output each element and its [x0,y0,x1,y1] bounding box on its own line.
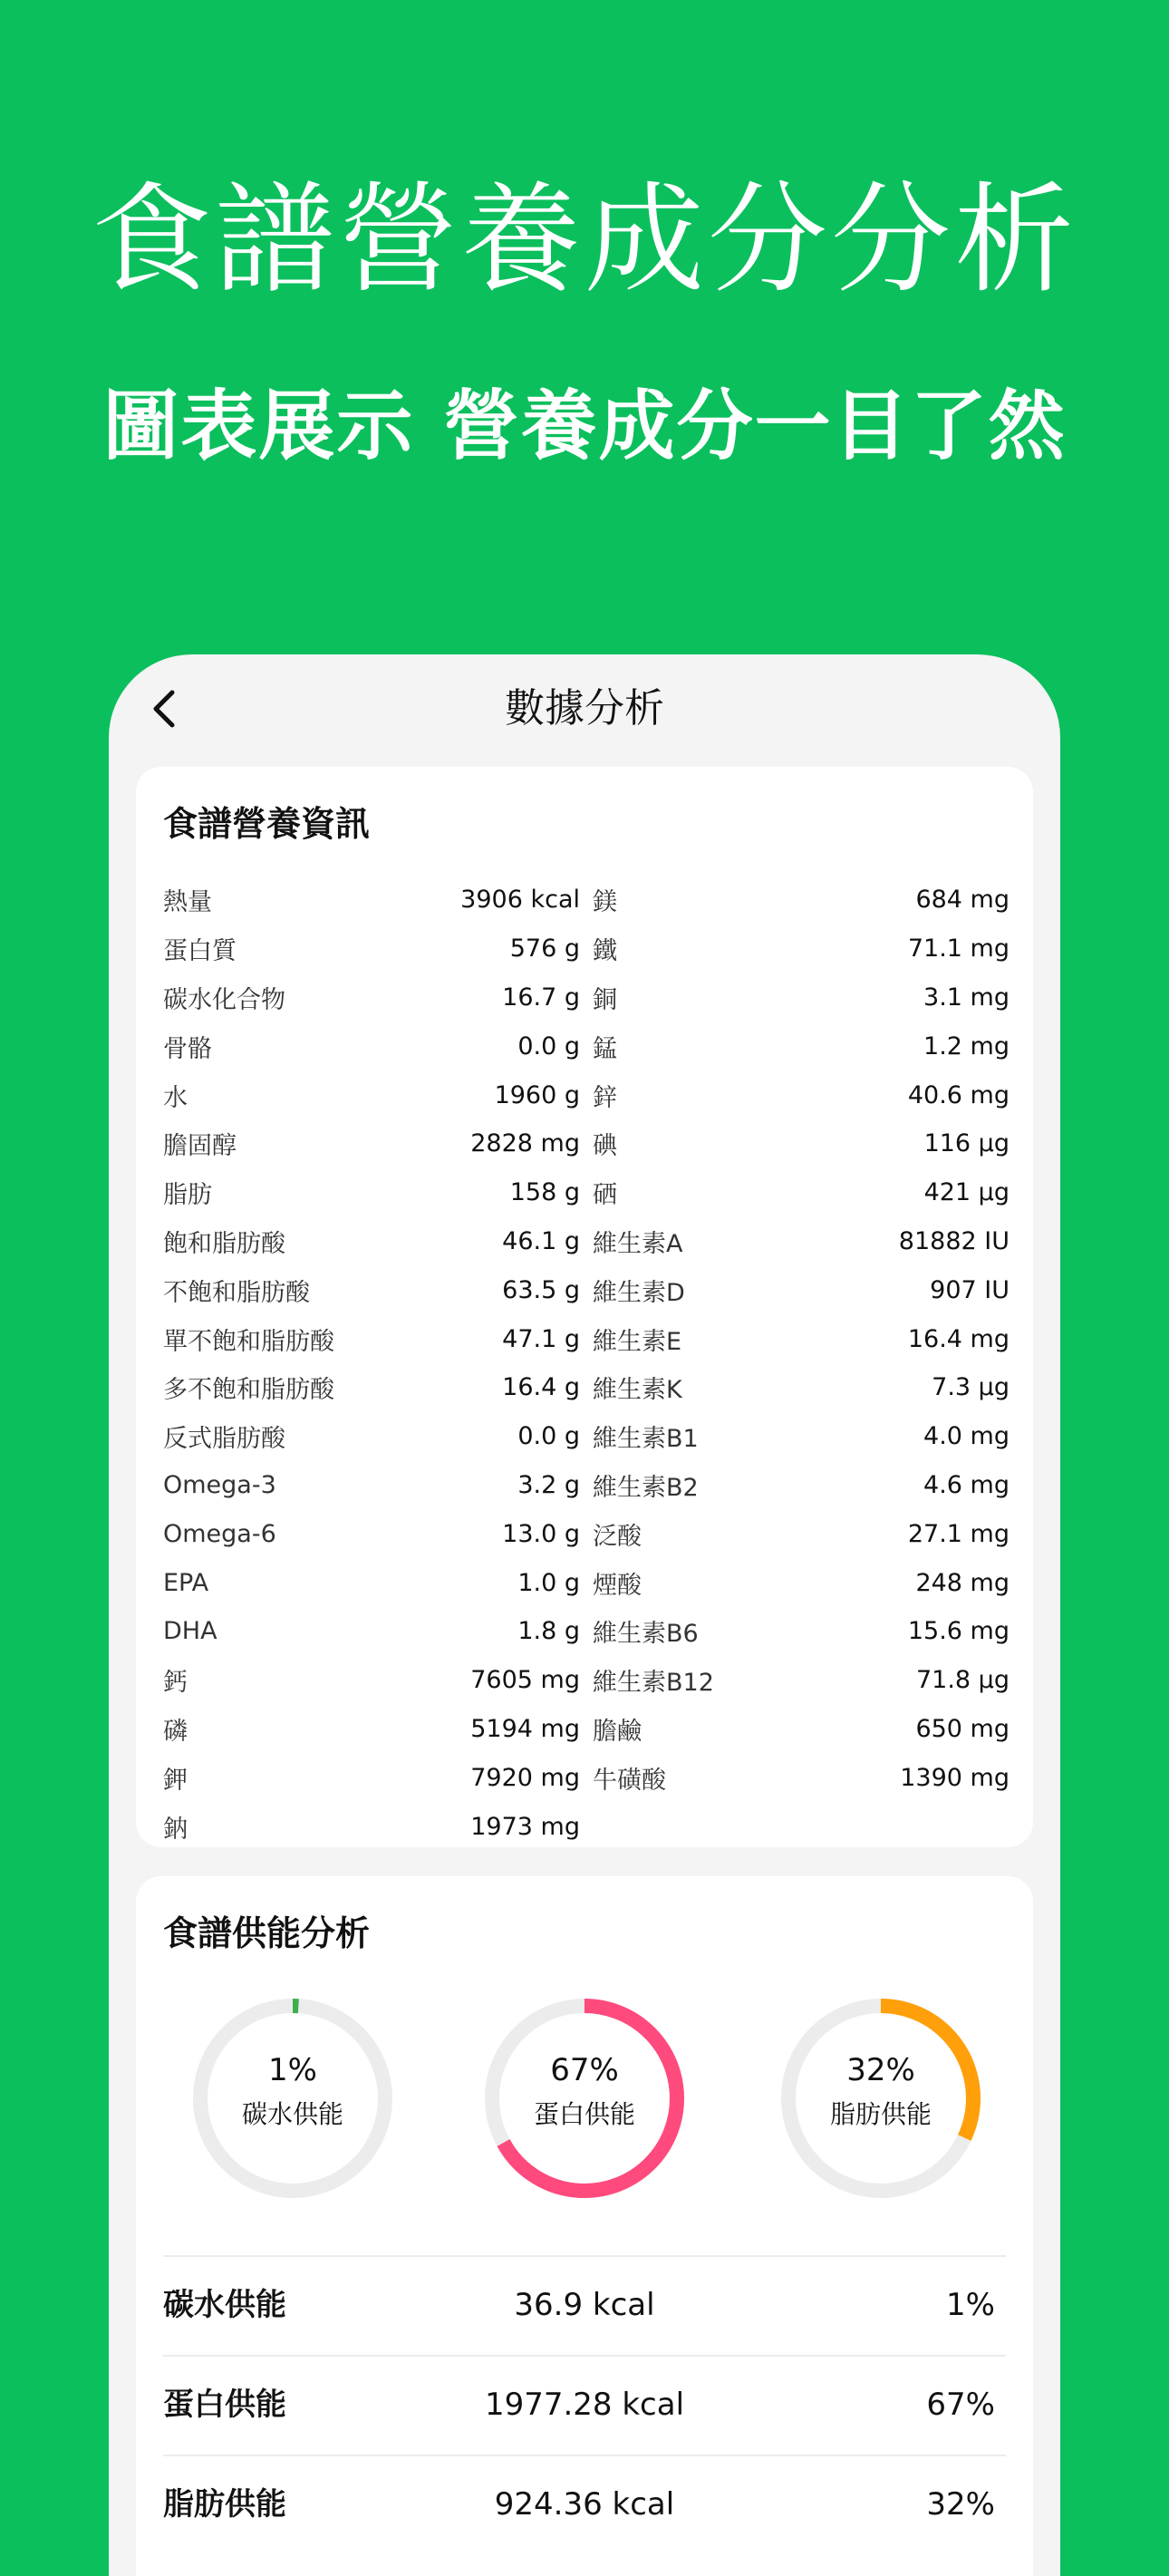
nutrient-row [593,1070,1010,1119]
nutrient-value: 63.5 g [502,1275,580,1304]
nutrient-value: 576 g [509,935,580,964]
phone-screen [109,654,1060,2576]
nutrient-row [593,1217,1010,1266]
energy-kcal: 1977.28 kcal [484,2387,685,2423]
nutrient-row [593,1461,1010,1510]
nutrient-row [593,1265,1010,1314]
nutrient-name: 鎂 [593,888,617,917]
nutrient-value: 3906 kcal [460,886,580,915]
nutrient-name: 鐵 [593,937,617,966]
nutrient-name: 碘 [593,1132,617,1161]
nutrient-name: 單不飽和脂肪酸 [163,1327,334,1356]
nav-bar [109,654,1060,763]
energy-analysis-card [136,1876,1033,2576]
nutrition-info-card [136,767,1033,1847]
nutrient-name: 銅 [593,985,617,1014]
energy-name: 蛋白供能 [163,2387,286,2423]
nutrient-name: 維生素E [593,1327,682,1356]
nutrient-value: 1.2 mg [923,1031,1010,1060]
energy-ring [193,1999,392,2198]
nutrient-value: 0.0 g [517,1422,580,1451]
nutrient-row [593,973,1010,1022]
nutrient-name: 維生素A [593,1229,683,1258]
nutrient-row [593,1509,1010,1558]
nutrient-value: 3.1 mg [923,983,1010,1012]
nutrient-name: 脂肪 [163,1181,212,1210]
energy-kcal: 924.36 kcal [494,2486,675,2523]
ring-label: 蛋白供能 [533,2099,635,2129]
ring-label: 碳水供能 [241,2099,343,2129]
nutrient-row [593,1705,1010,1754]
nutrition-info-title: 食譜營養資訊 [163,804,371,844]
nutrient-value: 0.0 g [517,1031,580,1060]
nutrient-name: 錳 [593,1034,617,1063]
nutrient-value: 1390 mg [900,1763,1010,1792]
nutrient-row [163,1217,580,1266]
nutrient-row [163,876,580,925]
nutrient-value: 4.6 mg [923,1470,1010,1499]
nutrient-row [163,1802,580,1851]
nutrient-row [163,1412,580,1461]
nutrient-name: 不飽和脂肪酸 [163,1278,310,1307]
nutrient-value: 7920 mg [470,1763,580,1792]
nutrient-value: 7605 mg [470,1666,580,1695]
nutrient-name: Omega-6 [163,1519,276,1548]
nutrient-value: 27.1 mg [907,1519,1010,1548]
nutrient-row [163,925,580,973]
nutrient-value: 158 g [509,1178,580,1207]
nutrient-row [163,1705,580,1754]
nutrient-name: Omega-3 [163,1470,276,1499]
nutrient-row [163,1070,580,1119]
nutrient-name: 熱量 [163,888,212,917]
nutrient-row [163,1753,580,1802]
energy-name: 碳水供能 [163,2287,286,2323]
nutrition-list-right [593,876,1010,1802]
nutrient-row [163,973,580,1022]
nutrient-name: 維生素B6 [593,1620,699,1649]
nutrient-row [593,1363,1010,1412]
nutrient-value: 47.1 g [502,1324,580,1353]
nutrient-row [593,1119,1010,1168]
nutrient-name: 鈣 [163,1669,188,1698]
energy-percent: 1% [946,2287,995,2323]
nutrient-row [593,1607,1010,1656]
nutrient-name: 鉀 [163,1766,188,1795]
nutrient-name: 水 [163,1083,188,1112]
nutrient-row [163,1265,580,1314]
nutrient-name: 飽和脂肪酸 [163,1229,285,1258]
nutrient-value: 3.2 g [517,1470,580,1499]
ring-percent: 1% [268,2052,317,2088]
energy-kcal: 36.9 kcal [514,2287,655,2323]
nutrient-name: 反式脂肪酸 [163,1425,285,1454]
nutrient-value: 1.8 g [517,1617,580,1646]
nutrient-value: 15.6 mg [907,1617,1010,1646]
nutrient-value: 7.3 µg [932,1373,1010,1402]
nutrient-row [593,1656,1010,1705]
nutrient-name: 維生素D [593,1278,685,1307]
nutrition-list-left [163,876,580,1851]
nutrient-value: 1.0 g [517,1568,580,1597]
nutrient-row [163,1168,580,1217]
nutrient-value: 81882 IU [898,1226,1010,1255]
nutrient-value: 5194 mg [470,1714,580,1743]
nutrient-value: 684 mg [915,886,1010,915]
energy-ring [485,1999,684,2198]
nutrient-value: 1960 g [494,1080,580,1109]
nutrient-name: 維生素B1 [593,1425,699,1454]
nutrient-name: 碳水化合物 [163,985,285,1014]
nutrient-name: 硒 [593,1181,617,1210]
energy-row [163,2255,1006,2355]
nutrient-value: 71.8 µg [915,1666,1010,1695]
ring-percent: 32% [846,2052,915,2088]
nutrient-value: 421 µg [923,1178,1010,1207]
nutrient-value: 248 mg [915,1568,1010,1597]
nutrient-row [593,1558,1010,1607]
nutrient-name: 多不飽和脂肪酸 [163,1376,334,1405]
nutrient-name: 維生素B12 [593,1669,714,1698]
nutrient-row [163,1509,580,1558]
nutrient-name: 磷 [163,1717,188,1746]
nutrient-row [593,1314,1010,1363]
nutrient-name: 蛋白質 [163,937,237,966]
energy-percent: 67% [926,2387,995,2423]
nutrient-value: 907 IU [930,1275,1010,1304]
nutrient-row [163,1314,580,1363]
nutrient-name: DHA [163,1617,217,1646]
nutrient-value: 16.4 g [502,1373,580,1402]
nutrient-name: 膽鹼 [593,1717,642,1746]
nutrient-row [593,876,1010,925]
energy-name: 脂肪供能 [163,2486,286,2523]
page-title: 數據分析 [505,685,664,731]
energy-analysis-title: 食譜供能分析 [163,1913,371,1953]
nutrient-value: 16.4 mg [907,1324,1010,1353]
nutrient-name: 鈉 [163,1815,188,1844]
energy-row [163,2355,1006,2455]
promo-title: 食譜營養成分分析 [92,170,1077,310]
nutrient-name: 牛磺酸 [593,1766,666,1795]
nutrient-row [593,1412,1010,1461]
nutrient-name: 泛酸 [593,1522,642,1551]
nutrient-name: EPA [163,1568,209,1597]
nutrient-name: 維生素B2 [593,1473,699,1502]
nutrient-row [593,1753,1010,1802]
nutrient-row [163,1461,580,1510]
nutrient-value: 4.0 mg [923,1422,1010,1451]
energy-rings [136,1999,1033,2207]
energy-percent: 32% [926,2486,995,2523]
nutrient-row [163,1558,580,1607]
nutrient-name: 維生素K [593,1376,682,1405]
promo-subtitle: 圖表展示 營養成分一目了然 [102,382,1067,470]
energy-ring [781,1999,981,2198]
nutrient-value: 2828 mg [470,1129,580,1158]
nutrient-value: 16.7 g [502,983,580,1012]
nutrient-name: 煙酸 [593,1571,642,1600]
ring-percent: 67% [550,2052,619,2088]
nutrient-value: 71.1 mg [907,935,1010,964]
nutrient-row [163,1119,580,1168]
nutrient-name: 膽固醇 [163,1132,237,1161]
nutrient-row [163,1363,580,1412]
nutrient-row [163,1022,580,1070]
nutrient-name: 鋅 [593,1083,617,1112]
nutrient-value: 13.0 g [502,1519,580,1548]
ring-label: 脂肪供能 [829,2099,932,2129]
nutrient-value: 116 µg [923,1129,1010,1158]
nutrient-value: 46.1 g [502,1226,580,1255]
nutrient-value: 650 mg [915,1714,1010,1743]
energy-row [163,2455,1006,2554]
nutrient-value: 40.6 mg [907,1080,1010,1109]
energy-table [163,2255,1006,2554]
nutrient-name: 骨骼 [163,1034,212,1063]
nutrient-row [163,1656,580,1705]
nutrient-value: 1973 mg [470,1812,580,1841]
nutrient-row [163,1607,580,1656]
nutrient-row [593,925,1010,973]
nutrient-row [593,1168,1010,1217]
nutrient-row [593,1022,1010,1070]
